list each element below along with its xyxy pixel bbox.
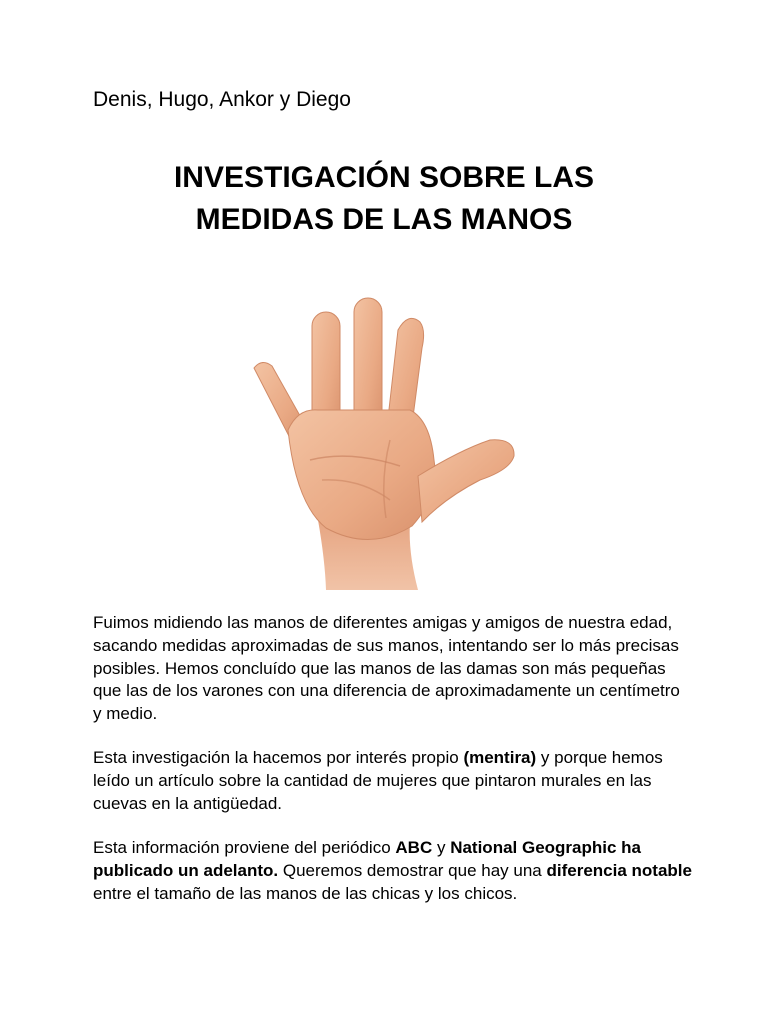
paragraph-2-text-b: y porque hemos leído un artículo sobre la cantidad de mujeres que pintaron murales en las cuevas en la antigüedad. bbox=[93, 748, 663, 813]
open-hand-icon bbox=[240, 290, 530, 590]
paragraph-3-text-b: y bbox=[432, 838, 451, 857]
paragraph-3 bbox=[93, 837, 693, 905]
paragraph-3-text-c: Queremos demostrar que hay una bbox=[278, 860, 547, 880]
paragraph-2-bold-a: (mentira) bbox=[463, 748, 537, 767]
authors-line: Denis, Hugo, Ankor y Diego bbox=[93, 88, 351, 111]
paragraph-3-text-d: entre el tamaño de las manos de las chicas y los chicos. bbox=[93, 883, 518, 903]
paragraph-3-bold-a: ABC bbox=[395, 838, 433, 857]
paragraph-3-bold-c: diferencia notable bbox=[546, 860, 692, 880]
document-title bbox=[0, 157, 768, 241]
paragraph-2-text-a: Esta investigación la hacemos por interés propio bbox=[93, 748, 464, 767]
title-line-2: MEDIDAS DE LAS MANOS bbox=[195, 203, 573, 236]
paragraph-3-text-a: Esta información proviene del periódico bbox=[93, 838, 396, 857]
palm-shape bbox=[288, 410, 435, 540]
paragraph-3-bold-b: National Geographic ha publicado un adelanto. bbox=[93, 838, 641, 880]
paragraph-1: Fuimos midiendo las manos de diferentes amigas y amigos de nuestra edad, sacando medidas aproximadas de sus manos, intentando ser lo más precisas posibles. Hemos concluído que las manos de las damas son más pequeñas que las de los varones con una diferencia de aproximadamente un centímetro y medio. bbox=[93, 613, 680, 724]
paragraph-2 bbox=[93, 747, 693, 815]
title-line-1: INVESTIGACIÓN SOBRE LAS bbox=[173, 161, 595, 194]
